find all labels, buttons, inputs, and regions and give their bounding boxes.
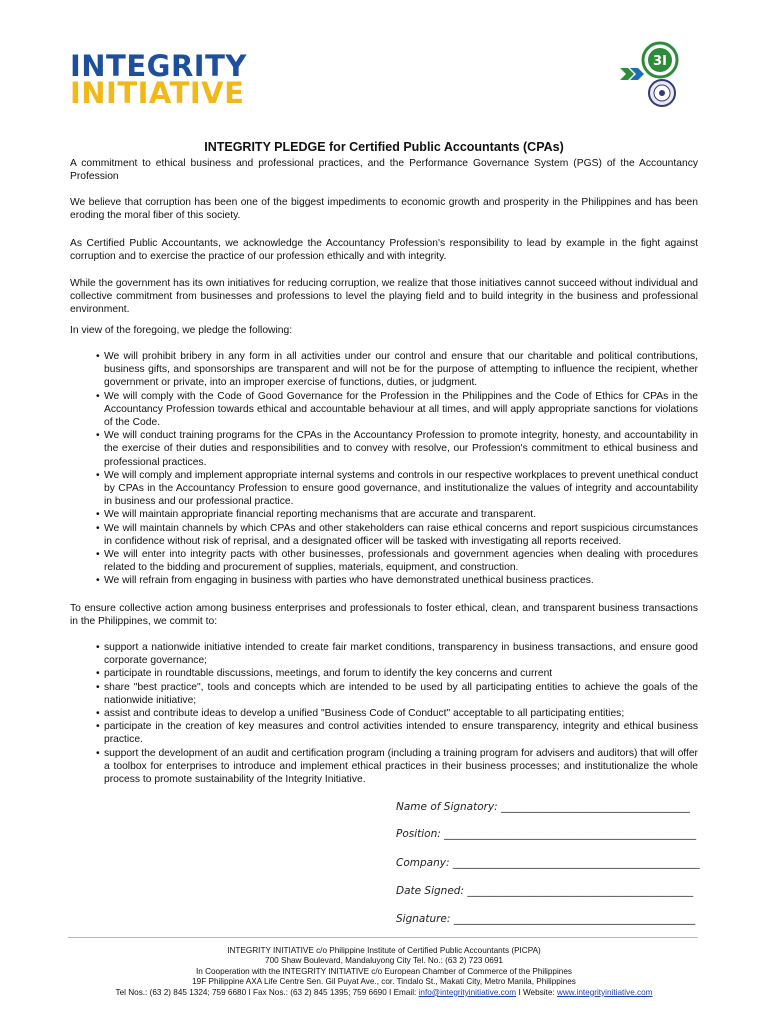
commitment-item: • support a nationwide initiative intended to create fair market conditions, transparency in business transactions, and ensure good corporate governance; <box>96 642 698 667</box>
pledge-item: • We will enter into integrity pacts with other businesses, professionals and government agencies when dealing with procedures related to the bidding and procurement of supplies, materials, equipment, and construction. <box>96 549 698 574</box>
3i-seal-icon <box>643 43 677 77</box>
commitment-list <box>92 641 698 786</box>
picpa-seal-icon <box>649 80 675 106</box>
website-label: I Website: <box>516 987 557 997</box>
footer-contact-numbers: Tel Nos.: (63 2) 845 1324; 759 6680 I Fax Nos.: (63 2) 845 1395; 759 6690 I Email: <box>115 987 419 997</box>
pledge-item: • We will maintain channels by which CPAs and other stakeholders can raise ethical concerns and report suspicious circumstances in confidence without risk of reprisal, and a designated officer will be tasked with investigating all reports received. <box>96 522 698 547</box>
pledge-item: • We will prohibit bribery in any form in all activities under our control and ensure that our charitable and political contributions, business gifts, and sponsorships are transparent and will not be for the purpose of attempting to influence the recipient, whether government or private, into an improper exercise of functions, duties, or judgment. <box>96 351 698 389</box>
email-link[interactable]: info@integrityinitiative.com <box>418 987 517 997</box>
commitment-item: • assist and contribute ideas to develop a unified "Business Code of Conduct" acceptable to all participating entities; <box>96 708 625 720</box>
footer-line-5 <box>60 988 708 998</box>
integrity-initiative-logo <box>70 49 247 110</box>
commitment-item: • support the development of an audit and certification program (including a training program for advisers and auditors) that will offer a toolbox for enterprises to introduce and implement ethical practices in their business processes; and institutionalize the whole process to promote sustainability of the Integrity Initiative. <box>96 747 698 786</box>
pledge-item: • We will maintain appropriate financial reporting mechanisms that are accurate and transparent. <box>96 509 536 521</box>
name-of-signatory-field: Name of Signatory: ____________________________________ <box>396 801 691 813</box>
website-link[interactable]: www.integrityinitiative.com <box>556 987 653 997</box>
footer <box>60 946 708 998</box>
partner-seals <box>618 38 686 108</box>
pledge-item: • We will conduct training programs for the CPAs in the Accountancy Profession to promote integrity, honesty, and accountability in the exercise of their duties and responsibilities and to convey with resolve, our Profession's commitment to ethical business and professional practices. <box>96 430 698 468</box>
logo-text-integrity: INTEGRITY <box>70 49 247 83</box>
date-signed-field: Date Signed: ___________________________________________ <box>396 885 694 897</box>
footer-divider <box>68 937 698 938</box>
intro-paragraph: A commitment to ethical business and professional practices, and the Performance Governance System (PGS) of the Accountancy Profession <box>70 158 698 182</box>
signature-field: Signature: ______________________________________________ <box>396 913 696 925</box>
footer-line-3: In Cooperation with the INTEGRITY INITIATIVE c/o European Chamber of Commerce of the Philippines <box>195 966 573 976</box>
pledge-list <box>92 350 698 588</box>
position-field: Position: ________________________________________________ <box>396 828 697 840</box>
logo-text-initiative: INITIATIVE <box>70 76 245 110</box>
commitment-item: • participate in the creation of key measures and control activities intended to ensure transparency, integrity and ethical business practice. <box>96 721 698 746</box>
company-field: Company: _______________________________________________ <box>396 857 700 869</box>
corruption-paragraph: We believe that corruption has been one of the biggest impediments to economic growth and prosperity in the Philippines and has been eroding the moral fiber of this society. <box>70 197 698 221</box>
government-paragraph: While the government has its own initiatives for reducing corruption, we realize that those initiatives cannot succeed without individual and collective commitment from businesses and professions to level the playing field and to build integrity in the business and professional environment. <box>70 278 698 315</box>
pledge-item: • We will comply with the Code of Good Governance for the Profession in the Philippines and the Code of Ethics for CPAs in the Accountancy Profession towards ethical and accountable behaviour at all times, and will apply appropriate sanctions for violations of the Code. <box>96 390 698 429</box>
acknowledgement-paragraph: As Certified Public Accountants, we acknowledge the Accountancy Profession's responsibility to lead by example in the fight against corruption and to exercise the practice of our profession ethically and with integrity. <box>70 238 698 262</box>
seal-3i-text: 3I <box>653 54 667 69</box>
pledge-item: • We will refrain from engaging in business with parties who have demonstrated unethical business practices. <box>96 575 594 587</box>
commitment-intro: To ensure collective action among business enterprises and professionals to foster ethical, clean, and transparent business transactions in the Philippines, we commit to: <box>70 603 698 627</box>
footer-line-2: 700 Shaw Boulevard, Mandaluyong City Tel. No.: (63 2) 723 0691 <box>265 956 503 966</box>
green-chevron-icon <box>620 68 644 80</box>
pledge-item: • We will comply and implement appropriate internal systems and controls in our respective workplaces to prevent unethical conduct by CPAs in the Accountancy Profession to ensure good governance, and institutionalize the values of integrity and accountability in business and our professional practice. <box>96 469 698 508</box>
document-title: INTEGRITY PLEDGE for Certified Public Accountants (CPAs) <box>204 140 564 154</box>
pledge-intro: In view of the foregoing, we pledge the following: <box>70 325 293 336</box>
commitment-item: • participate in roundtable discussions, meetings, and forum to identify the key concerns and current <box>96 668 553 680</box>
footer-line-4: 19F Philippine AXA Life Centre Sen. Gil Puyat Ave., cor. Tindalo St., Makati City, Metro Manila, Philippines <box>192 977 576 987</box>
commitment-item: • share "best practice", tools and concepts which are intended to be used by all participating entities to achieve the goals of the nationwide initiative; <box>96 681 698 706</box>
footer-line-1: INTEGRITY INITIATIVE c/o Philippine Institute of Certified Public Accountants (PICPA) <box>227 946 541 955</box>
